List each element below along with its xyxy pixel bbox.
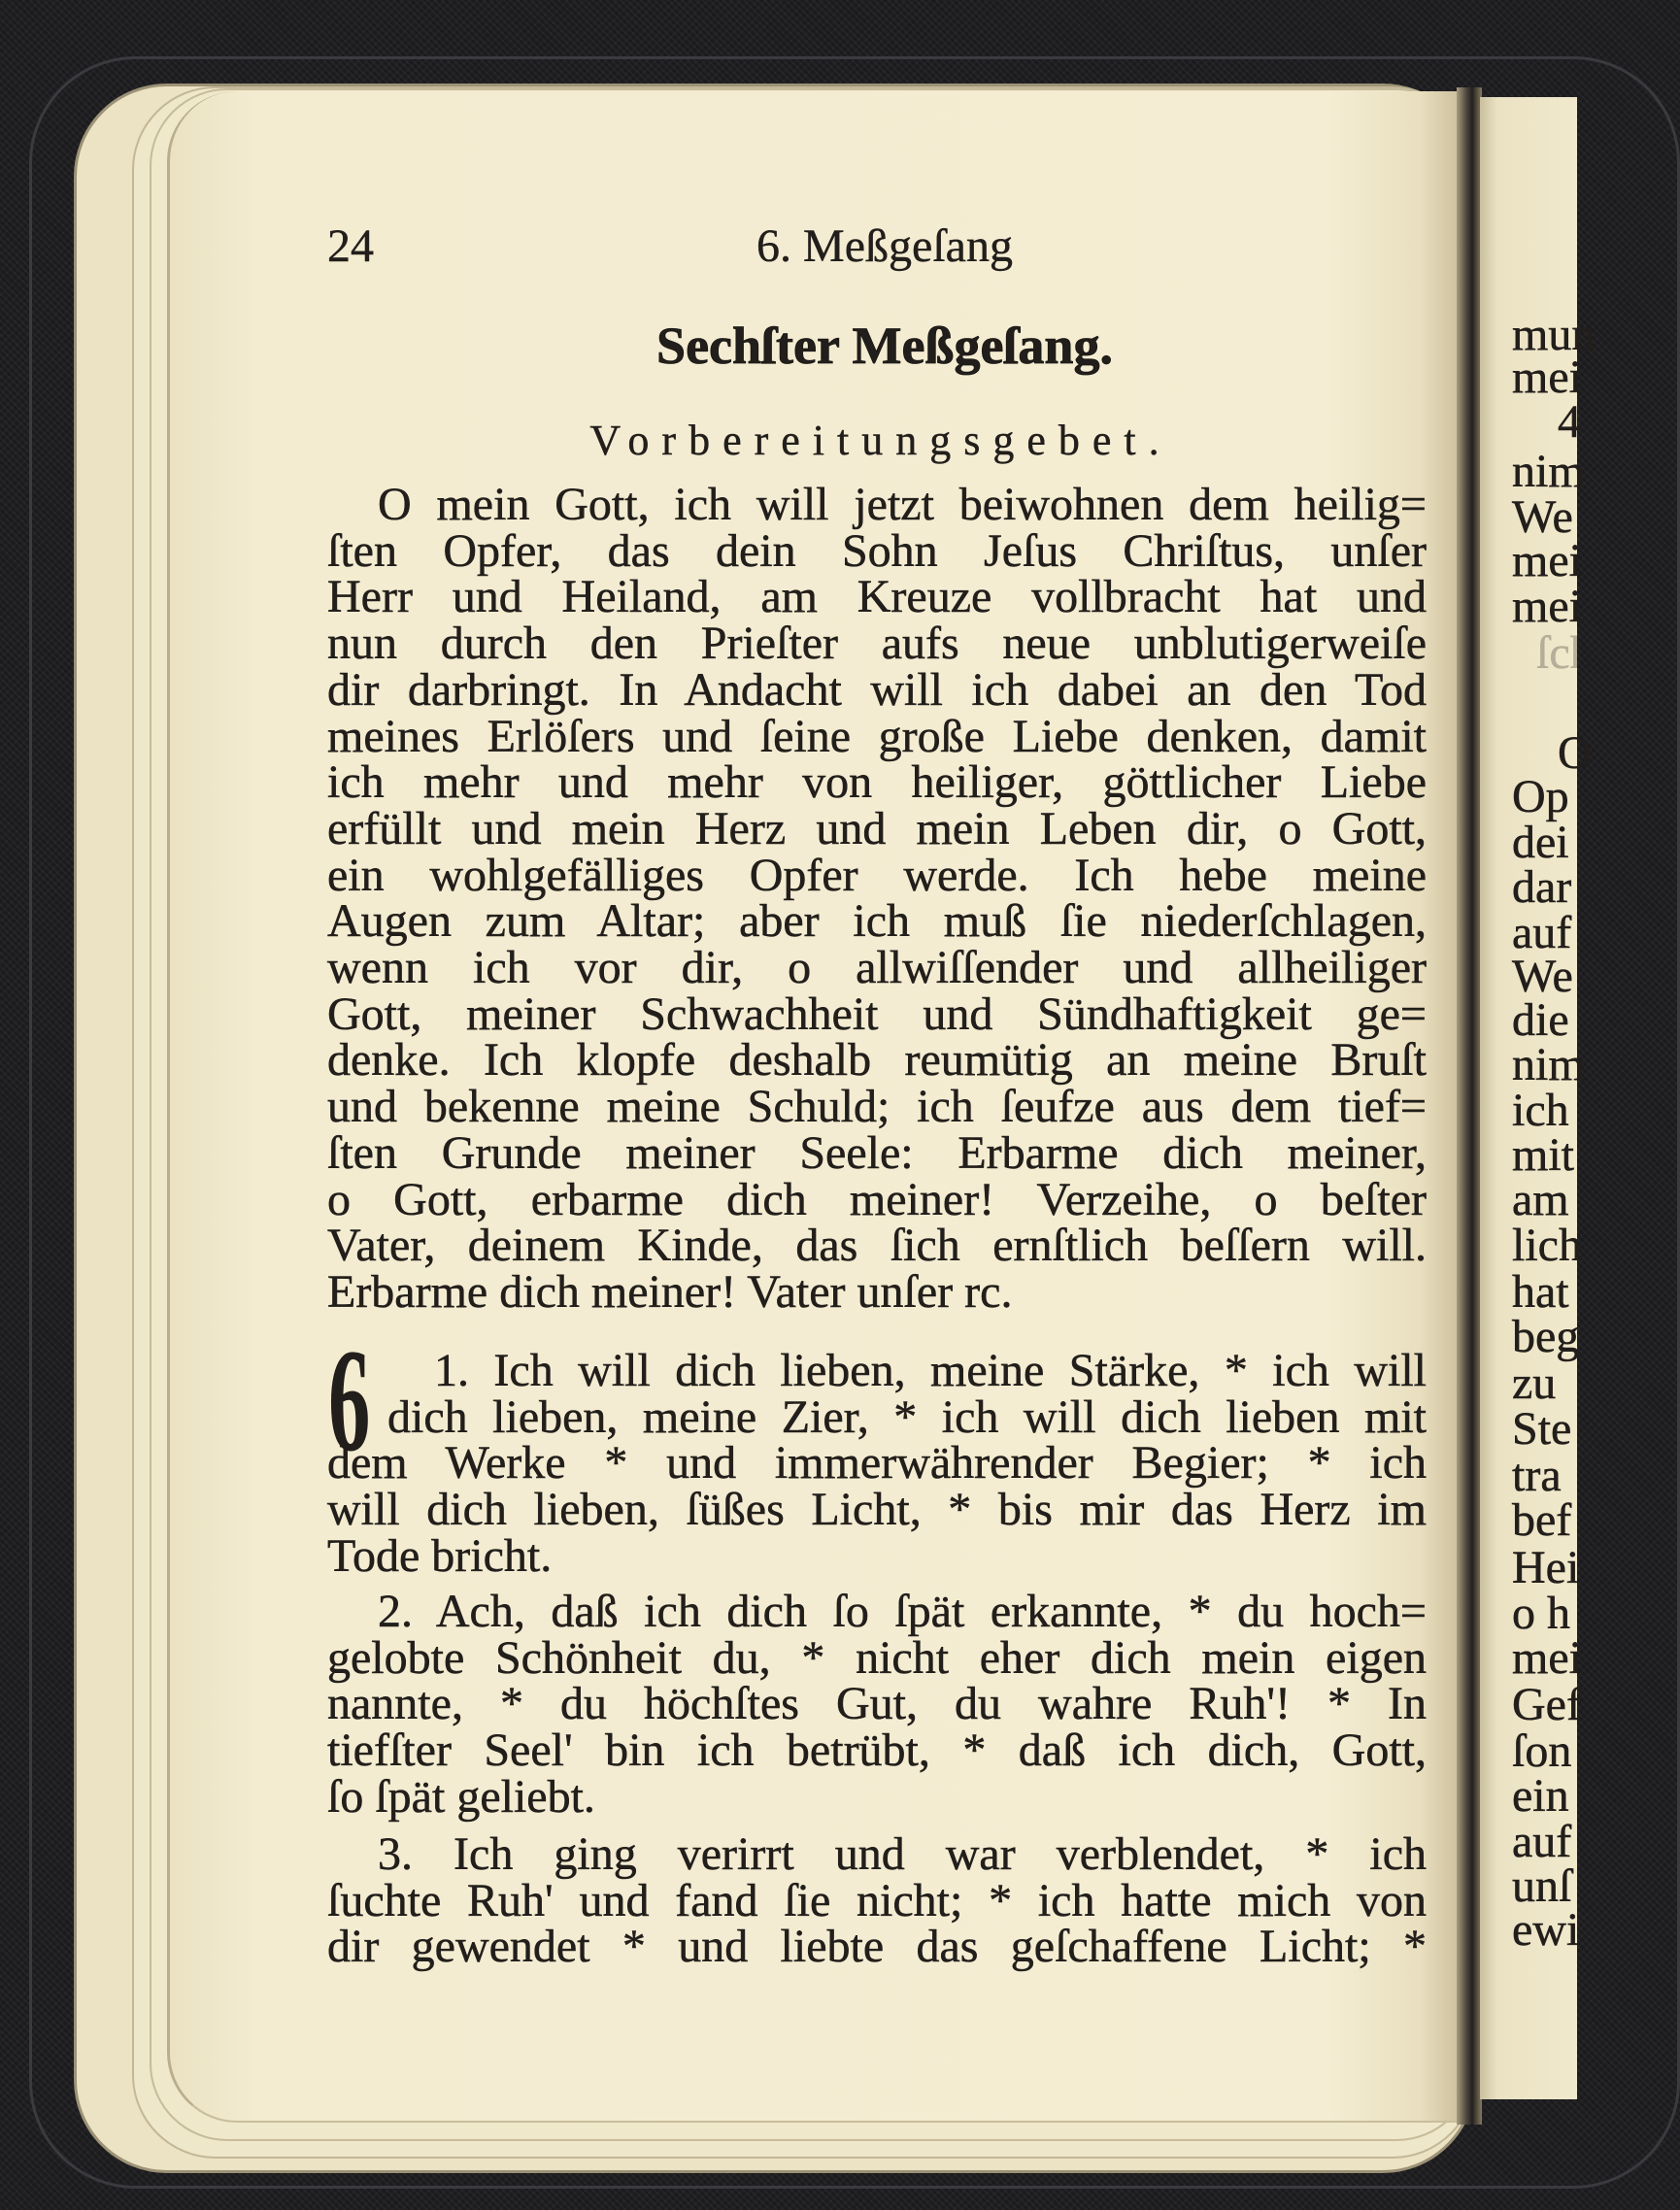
facing-page-fragment: ich: [1512, 1085, 1569, 1136]
facing-page-fragment: nim: [1512, 1039, 1585, 1090]
facing-page-fragment: am: [1512, 1174, 1569, 1225]
prayer-heading: Vorbereitungsgebet.: [589, 417, 1172, 464]
facing-page-fragment: nim: [1512, 446, 1585, 497]
facing-page-fragment: hat: [1512, 1266, 1569, 1318]
prayer-line: Herr und Heiland, am Kreuze vollbracht hat und: [327, 571, 1427, 623]
hymn-verse-1: [327, 1345, 1427, 1582]
facing-page-fragment: auf: [1512, 907, 1572, 958]
facing-page-fragment: lich: [1512, 1220, 1582, 1271]
verse-line: ſo ſpät geliebt.: [327, 1770, 595, 1823]
running-head: 6. Meßgeſang: [756, 220, 1013, 272]
facing-page-fragment: ſch: [1536, 627, 1594, 679]
facing-page-fragment: mei: [1512, 535, 1582, 586]
verse-line: 2. Ach, daß ich dich ſo ſpät erkannte, * du hoch=: [378, 1586, 1427, 1637]
drop-cap-numeral: 6: [328, 1319, 371, 1482]
verse-line: nannte, * du höchſtes Gut, du wahre Ruh'! * In: [327, 1678, 1427, 1730]
prayer-line: und bekenne meine Schuld; ich ſeufze aus dem tief=: [327, 1081, 1427, 1133]
verse-line: Tode bricht.: [327, 1529, 553, 1582]
facing-page-fragment: dei: [1512, 817, 1569, 868]
prayer-line: nun durch den Prieſter aufs neue unblutigerweiſe: [327, 618, 1427, 670]
facing-page-fragment: bef: [1512, 1494, 1572, 1546]
facing-page-fragment: mei: [1512, 581, 1582, 632]
prayer-text: [327, 479, 1427, 1318]
facing-page-fragment: die: [1512, 994, 1569, 1046]
prayer-line: Erbarme dich meiner! Vater unſer rc.: [327, 1265, 1013, 1318]
prayer-line: wenn ich vor dir, o allwiſſender und allheiliger: [327, 942, 1427, 994]
book-gutter: [1457, 87, 1482, 2125]
verse-line: tiefſter Seel' bin ich betrübt, * daß ich dich, Gott,: [327, 1724, 1427, 1777]
facing-page-fragment: mun: [1512, 309, 1596, 360]
prayer-line: o Gott, erbarme dich meiner! Verzeihe, o beſter: [327, 1173, 1427, 1225]
section-title: Sechſter Meßgeſang.: [656, 317, 1113, 375]
facing-page-fragment: Ste: [1512, 1403, 1572, 1455]
prayer-line: ſten Opfer, das dein Sohn Jeſus Chriſtus, unſer: [327, 524, 1427, 577]
prayer-line: meines Erlöſers und ſeine große Liebe denken, damit: [327, 710, 1427, 762]
facing-page-fragment: o h: [1512, 1588, 1570, 1639]
prayer-line: Gott, meiner Schwachheit und Sündhaftigkeit ge=: [327, 988, 1427, 1040]
prayer-line: erfüllt und mein Herz und mein Leben dir, o Gott,: [327, 802, 1427, 854]
verse-line: dich lieben, meine Zier, * ich will dich lieben mit: [387, 1390, 1427, 1443]
facing-page-fragment: Hei: [1512, 1542, 1580, 1593]
facing-page-fragment: unſ: [1512, 1860, 1572, 1912]
facing-page-fragment: Op: [1512, 771, 1569, 822]
page-number: 24: [327, 220, 374, 272]
facing-page-fragment: beg: [1512, 1311, 1580, 1362]
verse-line: 3. Ich ging verirrt und war verblendet, * ich: [378, 1828, 1427, 1880]
facing-page-fragment: O: [1558, 727, 1592, 779]
facing-page-fragment: ein: [1512, 1770, 1569, 1822]
facing-page-fragment: Gef: [1512, 1679, 1582, 1730]
prayer-line: ein wohlgefälliges Opfer werde. Ich hebe meine: [327, 849, 1427, 901]
verse-line: ſuchte Ruh' und fand ſie nicht; * ich hatte mich von: [327, 1874, 1427, 1926]
facing-page-fragment: tra: [1512, 1450, 1562, 1501]
prayer-line: ſten Grunde meiner Seele: Erbarme dich meiner,: [327, 1126, 1427, 1179]
facing-page-fragment: ſon: [1512, 1725, 1572, 1777]
facing-page-fragment: auf: [1512, 1816, 1572, 1867]
prayer-line: Vater, deinem Kinde, das ſich ernſtlich beſſern will.: [327, 1220, 1427, 1272]
prayer-line: ich mehr und mehr von heiliger, göttlicher Liebe: [327, 756, 1427, 809]
facing-page-fragment: mei: [1512, 352, 1582, 403]
verse-line: dem Werke * und immerwährender Begier; * ich: [327, 1437, 1427, 1490]
prayer-line: dir darbringt. In Andacht will ich dabei an den Tod: [327, 663, 1427, 716]
facing-page-fragment: dar: [1512, 861, 1572, 913]
facing-page-fragment: We: [1512, 491, 1573, 543]
prayer-line: denke. Ich klopfe deshalb reumütig an meine Bruſt: [327, 1034, 1427, 1087]
verse-line: dir gewendet * und liebte das geſchaffene Licht; *: [327, 1921, 1427, 1973]
facing-page-fragment: mei: [1512, 1632, 1582, 1684]
verse-line: 1. Ich will dich lieben, meine Stärke, * ich will: [434, 1345, 1427, 1396]
facing-page-fragment: 4: [1558, 396, 1581, 448]
prayer-line: O mein Gott, ich will jetzt beiwohnen dem heilig=: [378, 479, 1427, 530]
facing-page: [1480, 97, 1596, 2099]
facing-page-fragment: zu: [1512, 1357, 1557, 1409]
verse-line: gelobte Schönheit du, * nicht eher dich mein eigen: [327, 1631, 1427, 1684]
verse-line: will dich lieben, ſüßes Licht, * bis mir das Herz im: [327, 1484, 1427, 1536]
facing-page-fragment: ewi: [1512, 1904, 1580, 1956]
prayer-line: Augen zum Altar; aber ich muß ſie niederſchlagen,: [327, 895, 1427, 948]
hymn-verse-3: [327, 1828, 1427, 1973]
facing-page-fragment: mit: [1512, 1129, 1575, 1181]
hymn-verse-2: [327, 1586, 1427, 1823]
facing-page-fragment: We: [1512, 951, 1573, 1002]
